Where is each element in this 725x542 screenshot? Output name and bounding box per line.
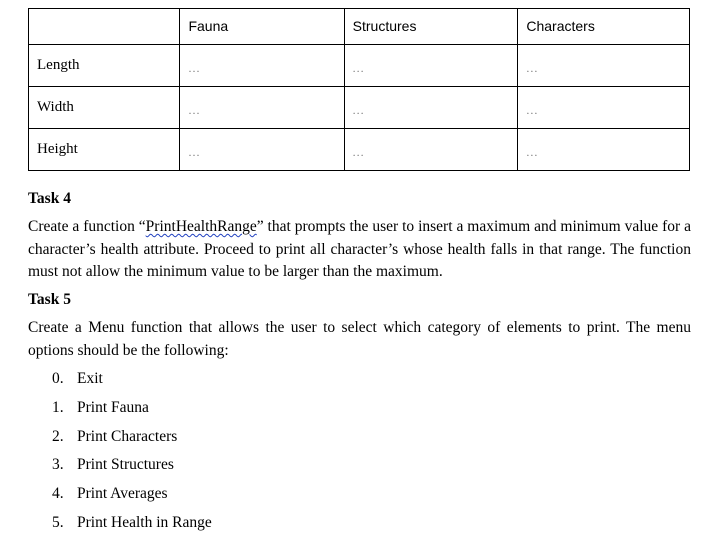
- table-cell: ...: [518, 45, 690, 87]
- list-item-number: 3.: [52, 456, 64, 474]
- row-label-width: Width: [29, 87, 180, 129]
- task-5-description: Create a Menu function that allows the user to select which category of elements to print. The menu options should be the following:: [28, 319, 691, 359]
- table-row-length: [29, 45, 690, 87]
- table-cell: ...: [180, 129, 344, 171]
- table-header-empty: [29, 9, 180, 45]
- list-item: [52, 369, 212, 398]
- list-item-number: 4.: [52, 485, 64, 503]
- table-cell: ...: [180, 87, 344, 129]
- list-item-label: Print Characters: [77, 427, 178, 445]
- row-label-length: Length: [29, 45, 180, 87]
- list-item-label: Print Fauna: [77, 398, 149, 416]
- dimensions-table: [28, 8, 690, 171]
- task-4-text-after: ” that prompts the user to insert a maximum and minimum value for a character’s health attribute. Proceed to print all character’s whose health falls in that range. The function must not allow the minimum value to be larger than the maximum.: [28, 218, 691, 280]
- list-item: [52, 484, 212, 513]
- menu-options-list: [52, 369, 212, 542]
- list-item-number: 0.: [52, 370, 64, 387]
- list-item-number: 1.: [52, 398, 64, 416]
- list-item: [52, 455, 212, 484]
- table-cell: ...: [518, 129, 690, 171]
- list-item-number: 2.: [52, 427, 64, 445]
- table-cell: ...: [518, 87, 690, 129]
- table-row-height: [29, 129, 690, 171]
- table-header-row: [29, 9, 690, 45]
- list-item-number: 5.: [52, 513, 64, 531]
- list-item: [52, 398, 212, 427]
- list-item: [52, 513, 212, 542]
- list-item-label: Exit: [77, 370, 103, 387]
- table-cell: ...: [344, 45, 518, 87]
- list-item-label: Print Structures: [77, 456, 174, 474]
- table-header-fauna: Fauna: [180, 9, 344, 45]
- list-item-label: Print Health in Range: [77, 513, 212, 531]
- task-4-text-before: Create a function “: [28, 218, 146, 235]
- table-cell: ...: [180, 45, 344, 87]
- row-label-height: Height: [29, 129, 180, 171]
- table-cell: ...: [344, 129, 518, 171]
- task-4-description: [28, 216, 691, 284]
- table-cell: ...: [344, 87, 518, 129]
- list-item-label: Print Averages: [77, 485, 168, 503]
- list-item: [52, 427, 212, 456]
- table-header-structures: Structures: [344, 9, 518, 45]
- task-4-heading: Task 4: [28, 190, 71, 207]
- table-row-width: [29, 87, 690, 129]
- table-header-characters: Characters: [518, 9, 690, 45]
- task-5-heading: Task 5: [28, 291, 71, 308]
- function-name: PrintHealthRange: [145, 218, 257, 235]
